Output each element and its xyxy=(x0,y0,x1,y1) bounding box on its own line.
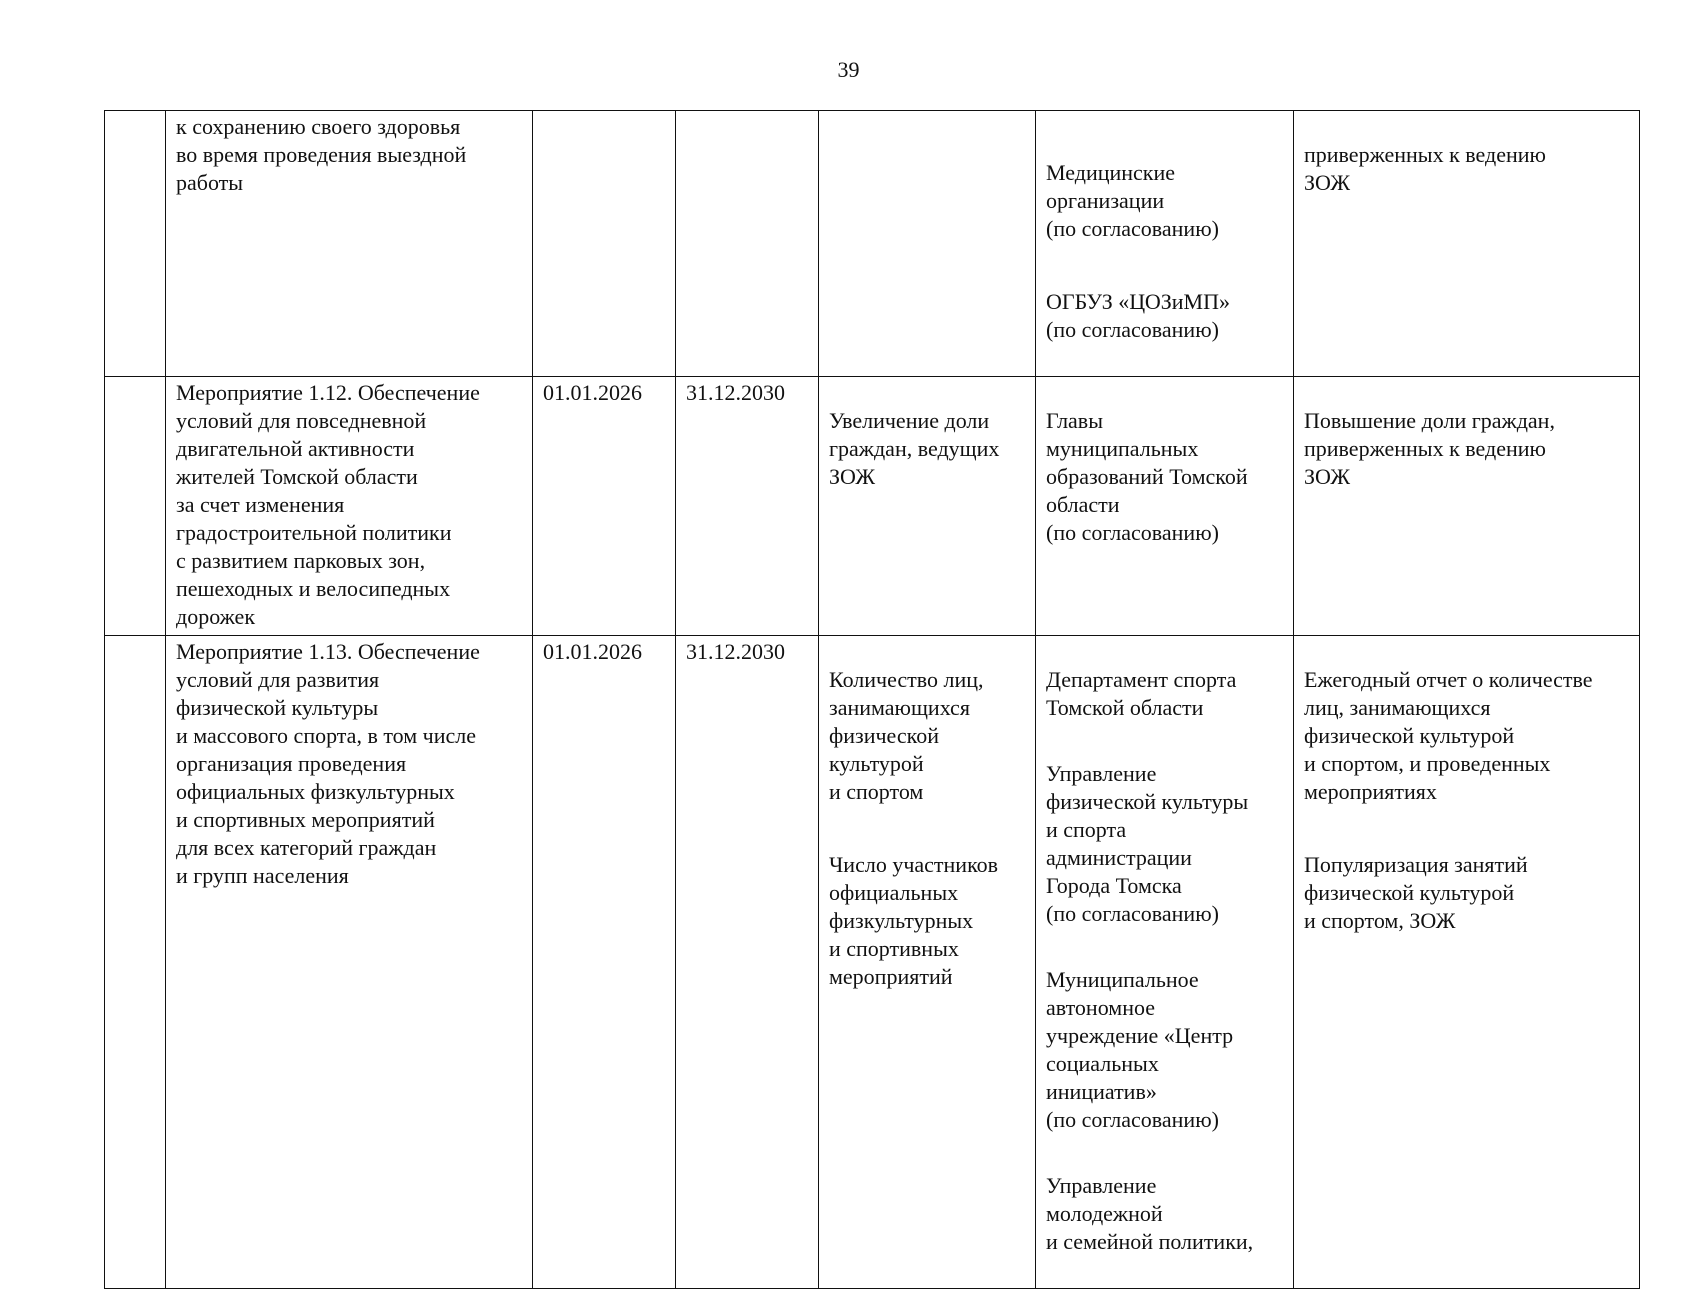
start-date-cell: 01.01.2026 xyxy=(533,377,676,636)
page-number: 39 xyxy=(837,57,860,82)
row-number-cell xyxy=(105,377,166,636)
indicator-cell xyxy=(819,377,1036,636)
executor-cell xyxy=(1036,377,1294,636)
table-row xyxy=(105,377,1640,636)
end-date-cell: 31.12.2030 xyxy=(676,377,819,636)
start-date-cell: 01.01.2026 xyxy=(533,636,676,1289)
executor-entry: Управление молодежной и семейной политики, xyxy=(1046,1173,1254,1254)
executor-cell xyxy=(1036,636,1294,1289)
executor-entry: Управление физической культуры и спорта администрации Города Томска (по согласованию) xyxy=(1046,761,1249,926)
indicator-cell xyxy=(819,111,1036,377)
start-date-cell xyxy=(533,111,676,377)
table-row xyxy=(105,636,1640,1289)
event-cell: Мероприятие 1.13. Обеспечение условий для развития физической культуры и массового спорта, в том числе организация проведения официальных физкультурных и спортивных мероприятий для всех категорий граждан и групп населения xyxy=(166,636,533,1289)
result-entry: Повышение доли граждан, приверженных к ведению ЗОЖ xyxy=(1304,408,1555,489)
indicator-cell xyxy=(819,636,1036,1289)
table-row xyxy=(105,111,1640,377)
indicator-entry: Количество лиц, занимающихся физической культурой и спортом xyxy=(829,667,984,804)
end-date-cell: 31.12.2030 xyxy=(676,636,819,1289)
result-cell xyxy=(1294,377,1640,636)
result-entry: Ежегодный отчет о количестве лиц, занимающихся физической культурой и спортом, и проведенных мероприятиях xyxy=(1304,667,1593,804)
event-cell: к сохранению своего здоровья во время проведения выездной работы xyxy=(166,111,533,377)
result-cell xyxy=(1294,636,1640,1289)
measures-table xyxy=(104,110,1640,1289)
executor-entry: Главы муниципальных образований Томской области (по согласованию) xyxy=(1046,408,1248,545)
event-cell: Мероприятие 1.12. Обеспечение условий для повседневной двигательной активности жителей Томской области за счет изменения градостроительной политики с развитием парковых зон, пешеходных и велосипедных дорожек xyxy=(166,377,533,636)
executor-entry: Муниципальное автономное учреждение «Центр социальных инициатив» (по согласованию) xyxy=(1046,967,1234,1132)
executor-cell xyxy=(1036,111,1294,377)
row-number-cell xyxy=(105,111,166,377)
result-entry: Популяризация занятий физической культурой и спортом, ЗОЖ xyxy=(1304,852,1528,933)
executor-entry: Департамент спорта Томской области xyxy=(1046,667,1237,720)
executor-entry: Медицинские организации (по согласованию) xyxy=(1046,160,1219,241)
executor-entry: ОГБУЗ «ЦОЗиМП» (по согласованию) xyxy=(1046,289,1231,342)
end-date-cell xyxy=(676,111,819,377)
result-entry: приверженных к ведению ЗОЖ xyxy=(1304,142,1546,195)
row-number-cell xyxy=(105,636,166,1289)
result-cell xyxy=(1294,111,1640,377)
indicator-entry: Увеличение доли граждан, ведущих ЗОЖ xyxy=(829,408,1000,489)
indicator-entry: Число участников официальных физкультурных и спортивных мероприятий xyxy=(829,852,999,989)
